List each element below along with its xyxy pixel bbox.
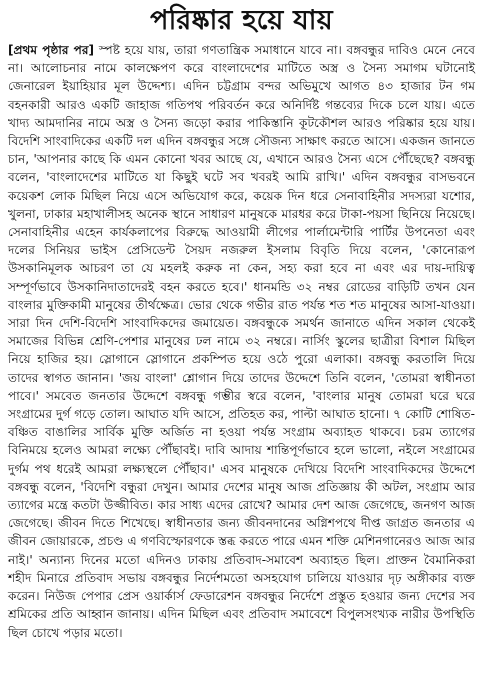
article-body [8, 41, 475, 642]
article-paragraph [8, 41, 475, 642]
continuation-label: [প্রথম পৃষ্ঠার পর] [8, 43, 95, 57]
article-text: স্পষ্ট হয়ে যায়, তারা গণতান্ত্রিক সমাধানে যাবে না। বঙ্গবন্ধুর দাবিও মেনে নেবে না। আলোচনার নামে কালক্ষেপণ করে বাংলাদেশের মাটিতে অস্ত্র ও সৈন্য সমাগম ঘটানোই জেনারেল ইয়াহিয়ার মূল উদ্দেশ্য। এদিন চট্টগ্রাম বন্দর অভিমুখে আগত ৪৩ হাজার টন গম বহনকারী আরও একটি জাহাজ গতিপথ পরিবর্তন করে অনির্দিষ্ট গন্তব্যের দিকে চলে যায়। এতে খাদ্য আমদানির নামে অস্ত্র ও সৈন্য জড়ো করার পাকিস্তানি কূটকৌশল আরও পরিষ্কার হয়ে যায়। বিদেশি সাংবাদিকের একটি দল এদিন বঙ্গবন্ধুর সঙ্গে সৌজন্য সাক্ষাৎ করতে আসে। একজন জানতে চান, 'আপনার কাছে কি এমন কোনো খবর আছে যে, এখানে আরও সৈন্য এসে পৌঁছেছে? বঙ্গবন্ধু বলেন, 'বাংলাদেশের মাটিতে যা কিছুই ঘটে সব খবরই আমি রাখি।' এদিন বঙ্গবন্ধুর বাসভবনে কয়েকশ লোক মিছিল নিয়ে এসে অভিযোগ করে, কয়েক দিন ধরে সেনাবাহিনীর সদস্যরা যশোর, খুলনা, ঢাকার মহাখালীসহ অনেক স্থানে সাধারণ মানুষকে মারধর করে টাকা-পয়সা ছিনিয়ে নিয়েছে। সেনাবাহিনীর এহেন কার্যকলাপের বিরুদ্ধে আওয়ামী লীগের পার্লামেন্টারি পার্টির উপনেতা এবং দলের সিনিয়র ভাইস প্রেসিডেন্ট সৈয়দ নজরুল ইসলাম বিবৃতি দিয়ে বলেন, 'কোনোরূপ উসকানিমূলক আচরণ তা যে মহলই করুক না কেন, সহ্য করা হবে না এবং এর দায়-দায়িত্ব সম্পূর্ণভাবে উসকানিদাতাদেরই বহন করতে হবে।' ধানমন্ডি ৩২ নম্বর রোডের বাড়িটি তখন যেন বাংলার মুক্তিকামী মানুষের তীর্থক্ষেত্র। ভোর থেকে গভীর রাত পর্যন্ত শত শত মানুষের আসা-যাওয়া। সারা দিন দেশি-বিদেশি সাংবাদিকদের জমায়েত। বঙ্গবন্ধুকে সমর্থন জানাতে এদিন সকাল থেকেই সমাজের বিভিন্ন শ্রেণি-পেশার মানুষের ঢল নামে ৩২ নম্বরে। নার্সিং স্কুলের ছাত্রীরা বিশাল মিছিল নিয়ে হাজির হয়। স্লোগানে স্লোগানে প্রকম্পিত হয়ে ওঠে পুরো এলাকা। বঙ্গবন্ধু করতালি দিয়ে তাদের স্বাগত জানান। 'জয় বাংলা' শ্লোগান দিয়ে তাদের উদ্দেশে তিনি বলেন, 'তোমরা স্বাধীনতা পাবে।' সমবেত জনতার উদ্দেশে বঙ্গবন্ধু গম্ভীর স্বরে বলেন, 'বাংলার মানুষ তোমরা ঘরে ঘরে সংগ্রামের দুর্গ গড়ে তোল। আঘাত যদি আসে, প্রতিহত কর, পাল্টা আঘাত হানো। ৭ কোটি শোষিত-বঞ্চিত বাঙালির সার্বিক মুক্তি অর্জিত না হওয়া পর্যন্ত সংগ্রাম অব্যাহত থাকবে। চরম ত্যাগের বিনিময়ে হলেও আমরা লক্ষ্যে পৌঁছাবই। দাবি আদায় শান্তিপূর্ণভাবে হলে ভালো, নইলে সংগ্রামের দুর্গম পথ ধরেই আমরা লক্ষ্যস্থলে পৌঁছাব।' এসব মানুষকে দেখিয়ে বিদেশি সাংবাদিকদের উদ্দেশে বঙ্গবন্ধু বলেন, 'বিদেশি বন্ধুরা দেখুন। আমার দেশের মানুষ আজ প্রতিজ্ঞায় কী অটল, সংগ্রাম আর ত্যাগের মন্ত্রে কতটা উজ্জীবিত। কার সাধ্য এদের রোখে? আমার দেশ আজ জেগেছে, জনগণ আজ জেগেছে। জীবন দিতে শিখেছে। স্বাধীনতার জন্য জীবনদানের অগ্নিশপথে দীপ্ত জাগ্রত জনতার এ জীবন জোয়ারকে, প্রচণ্ড এ গণবিস্ফোরণকে স্তব্ধ করতে পারে এমন শক্তি মেশিনগানেরও আজ আর নাই।' অন্যান্য দিনের মতো এদিনও ঢাকায় প্রতিবাদ-সমাবেশ অব্যাহত ছিল। প্রাক্তন বৈমানিকরা শহীদ মিনারে প্রতিবাদ সভায় বঙ্গবন্ধুর নির্দেশমতো অসহযোগ চালিয়ে যাওয়ার দৃঢ় অঙ্গীকার ব্যক্ত করেন। নিউজ পেপার প্রেস ওয়ার্কার্স ফেডারেশন বঙ্গবন্ধুর নির্দেশে প্রস্তুত হওয়ার জন্য দেশের সব শ্রমিকের প্রতি আহ্বান জানায়। এদিন মিছিল এবং প্রতিবাদ সমাবেশে বিপুলসংখ্যক নারীর উপস্থিতি ছিল চোখে পড়ার মতো। [8, 43, 475, 640]
article-headline: পরিষ্কার হয়ে যায় [150, 5, 333, 36]
